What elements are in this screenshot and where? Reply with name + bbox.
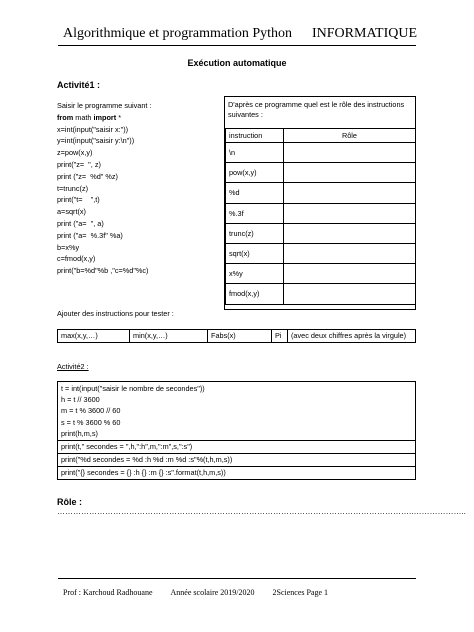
code-alt-line: print("{} secondes = {} :h {} :m {} :s".format(t,h,m,s)): [57, 467, 416, 480]
code-line: s = t % 3600 % 60: [61, 417, 121, 427]
keyword-import: import: [93, 112, 117, 122]
footer-year: Année scolaire 2019/2020: [170, 588, 255, 597]
func-fabs: Fabs(x): [208, 330, 272, 342]
table-row: [226, 264, 416, 284]
code-line: h = t // 3600: [61, 395, 100, 405]
table-row: [226, 203, 416, 223]
add-instructions-label: Ajouter des instructions pour tester :: [57, 309, 174, 318]
role-cell[interactable]: [284, 163, 416, 183]
program-line: print("b=%d"%b ,"c=%d"%c): [57, 266, 149, 276]
program-line: print ("a= %.3f" %a): [57, 230, 123, 240]
page-title: Exécution automatique: [187, 58, 287, 68]
col-instruction: instruction: [226, 129, 284, 143]
program-line: a=sqrt(x): [57, 207, 86, 217]
role-cell[interactable]: [284, 143, 416, 163]
program-line: x=int(input("saisir x:")): [57, 124, 129, 134]
import-module: math: [73, 112, 94, 122]
role-cell[interactable]: [284, 203, 416, 223]
func-pi-note: (avec deux chiffres après la virgule): [291, 331, 407, 340]
role-cell[interactable]: [284, 243, 416, 263]
footer: [63, 588, 346, 597]
role-dots: ……………………………………………………………………………………………………………………..………………..: [57, 507, 466, 516]
program-line: b=x%y: [57, 242, 80, 252]
role-cell[interactable]: [284, 284, 416, 304]
table-row: [226, 143, 416, 163]
func-min: min(x,y,…): [130, 330, 208, 342]
instruction-cell: trunc(z): [226, 223, 284, 243]
instruction-cell: \n: [226, 143, 284, 163]
code-line: m = t % 3600 // 60: [61, 406, 121, 416]
col-role: Rôle: [284, 129, 416, 143]
program-import-line: [57, 112, 152, 124]
instruction-cell: x%y: [226, 264, 284, 284]
role-label: Rôle :: [57, 497, 83, 507]
instruction-cell: fmod(x,y): [226, 284, 284, 304]
table-row: [226, 163, 416, 183]
func-pi: Pi: [272, 330, 288, 342]
table-row: [226, 284, 416, 304]
instruction-cell: pow(x,y): [226, 163, 284, 183]
table-row: [226, 223, 416, 243]
program-line: c=fmod(x,y): [57, 254, 96, 264]
code-line: t = int(input("saisir le nombre de secondes")): [61, 384, 205, 393]
code-main-block: [57, 381, 416, 441]
keyword-from: from: [57, 112, 74, 122]
code-alt-line: print(t," secondes = ",h,":h",m,":m",s,":s"): [57, 441, 416, 454]
role-answer-line: [57, 497, 474, 516]
activity1-heading: Activité1 :: [57, 80, 101, 90]
role-cell[interactable]: [284, 183, 416, 203]
table-row: [226, 243, 416, 263]
role-table-header: [226, 129, 416, 143]
role-question-text: D'après ce programme quel est le rôle des instructions suivantes :: [228, 100, 405, 119]
header-subject: Algorithmique et programmation Python: [63, 26, 293, 41]
program-line: t=trunc(z): [57, 183, 89, 193]
role-cell[interactable]: [284, 264, 416, 284]
program-line: print("z= ", z): [57, 159, 101, 169]
program-line: print ("a= ", a): [57, 218, 104, 228]
func-max: max(x,y,…): [58, 330, 130, 342]
instruction-cell: %.3f: [226, 203, 284, 223]
activity2-code: [57, 381, 416, 480]
program-line: z=pow(x,y): [57, 148, 93, 158]
role-table: [225, 128, 416, 305]
role-cell[interactable]: [284, 223, 416, 243]
program-line: print("t= ",t): [57, 195, 100, 205]
code-alt-line: print("%d secondes = %d :h %d :m %d :s"%(t,h,m,s)): [57, 454, 416, 467]
functions-row: [57, 329, 416, 343]
activity1-program: [57, 100, 152, 277]
program-line: print ("z= %d" %z): [57, 171, 118, 181]
code-line: print(h,m,s): [61, 428, 98, 438]
role-question-box: [224, 96, 416, 310]
table-row: [226, 183, 416, 203]
instruction-cell: %d: [226, 183, 284, 203]
footer-divider: [58, 578, 416, 579]
header-course: INFORMATIQUE: [312, 26, 417, 41]
footer-prof: Prof : Karchoud Radhouane: [63, 588, 153, 597]
import-star: *: [116, 112, 122, 122]
header-divider: [58, 45, 416, 46]
program-line: y=int(input("saisir y:\n")): [57, 136, 135, 146]
program-intro: Saisir le programme suivant :: [57, 101, 152, 110]
instruction-cell: sqrt(x): [226, 243, 284, 263]
footer-page: 2Sciences Page 1: [272, 588, 329, 597]
activity2-heading: Activité2 :: [57, 362, 89, 371]
